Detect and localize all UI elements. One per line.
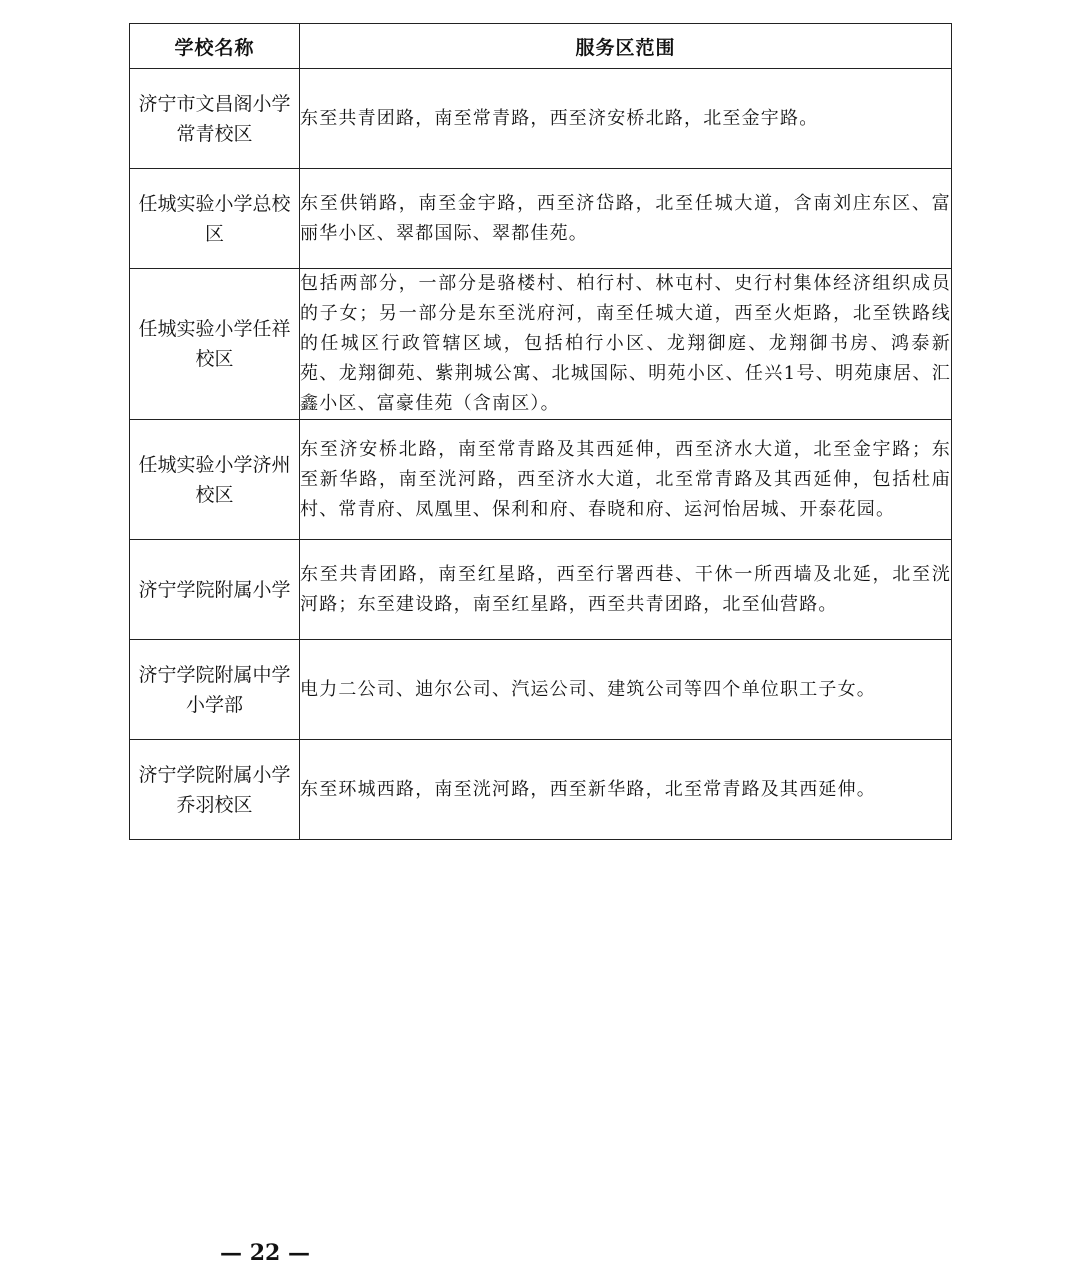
service-scope-cell: 东至供销路，南至金宇路，西至济岱路，北至任城大道，含南刘庄东区、富丽华小区、翠都国际、翠都佳苑。 (300, 169, 952, 269)
table-header-row (130, 24, 952, 69)
service-area-table (129, 23, 952, 840)
table-row (130, 269, 952, 420)
table-row (130, 540, 952, 640)
school-name-cell: 济宁学院附属小学乔羽校区 (130, 740, 300, 840)
service-scope-cell: 包括两部分，一部分是骆楼村、柏行村、林屯村、史行村集体经济组织成员的子女；另一部分是东至洸府河，南至任城大道，西至火炬路，北至铁路线的任城区行政管辖区域，包括柏行小区、龙翔御庭、龙翔御书房、鸿泰新苑、龙翔御苑、紫荆城公寓、北城国际、明苑小区、任兴1号、明苑康居、汇鑫小区、富豪佳苑（含南区）。 (300, 269, 952, 420)
table-row (130, 69, 952, 169)
service-scope-cell: 东至济安桥北路，南至常青路及其西延伸，西至济水大道，北至金宇路；东至新华路，南至洸河路，西至济水大道，北至常青路及其西延伸，包括杜庙村、常青府、凤凰里、保利和府、春晓和府、运河怡居城、开泰花园。 (300, 420, 952, 540)
table-row (130, 740, 952, 840)
service-scope-cell: 电力二公司、迪尔公司、汽运公司、建筑公司等四个单位职工子女。 (300, 640, 952, 740)
table-row (130, 169, 952, 269)
school-name-cell: 任城实验小学总校区 (130, 169, 300, 269)
table-row (130, 420, 952, 540)
service-scope-cell: 东至共青团路，南至红星路，西至行署西巷、干休一所西墙及北延，北至洸河路；东至建设路，南至红星路，西至共青团路，北至仙营路。 (300, 540, 952, 640)
school-name-cell: 任城实验小学济州校区 (130, 420, 300, 540)
table-row (130, 640, 952, 740)
school-name-cell: 济宁市文昌阁小学常青校区 (130, 69, 300, 169)
header-school-name: 学校名称 (130, 24, 300, 69)
page-number: — 22 — (220, 1240, 310, 1266)
service-scope-cell: 东至共青团路，南至常青路，西至济安桥北路，北至金宇路。 (300, 69, 952, 169)
school-name-cell: 济宁学院附属中学小学部 (130, 640, 300, 740)
school-name-cell: 济宁学院附属小学 (130, 540, 300, 640)
school-name-cell: 任城实验小学任祥校区 (130, 269, 300, 420)
service-scope-cell: 东至环城西路，南至洸河路，西至新华路，北至常青路及其西延伸。 (300, 740, 952, 840)
header-service-scope: 服务区范围 (300, 24, 952, 69)
